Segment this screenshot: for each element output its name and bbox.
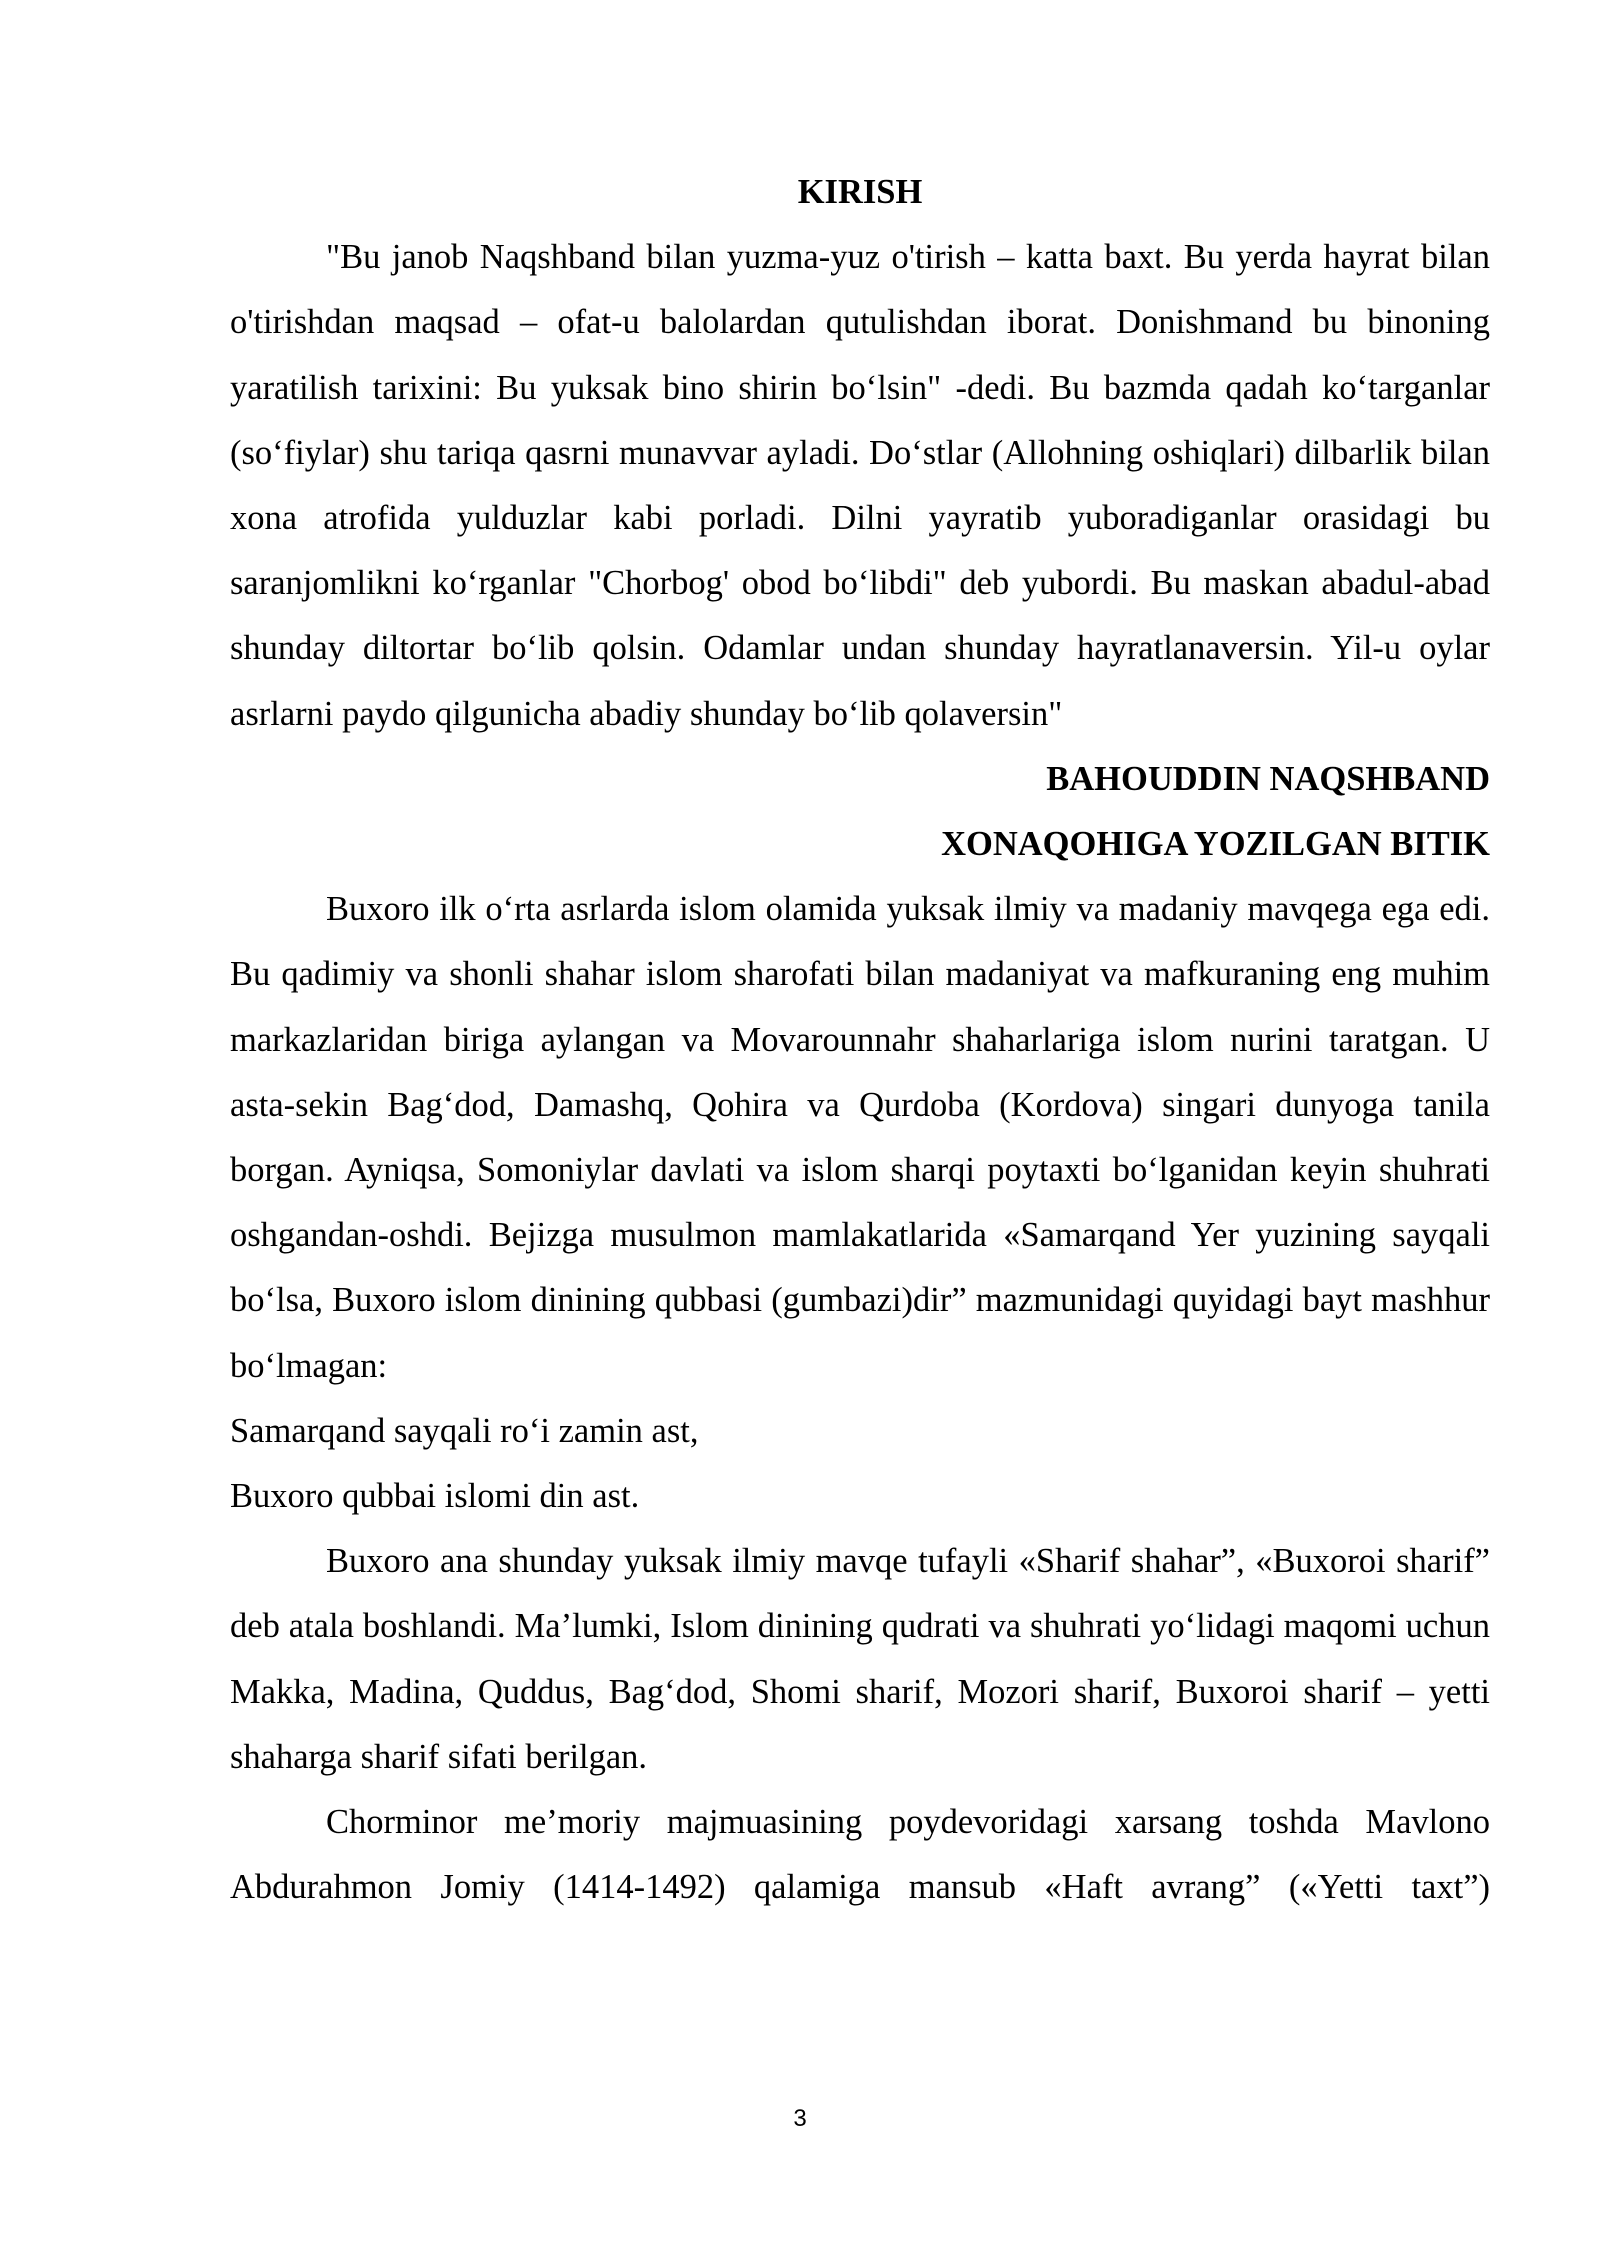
paragraph-chorminor: Chorminor me’moriy majmuasining poydevoridagi xarsang toshda Mavlono Abdurahmon Jomiy (1414-1492) qalamiga mansub «Haft avrang” («Yetti taxt”) bbox=[230, 1803, 1490, 1907]
verse-line-1: Samarqand sayqali ro‘i zamin ast, bbox=[230, 1411, 699, 1450]
paragraph-sharif: Buxoro ana shunday yuksak ilmiy mavqe tufayli «Sharif shahar”, «Buxoroi sharif” deb atala boshlandi. Ma’lumki, Islom dinining qudrati va shuhrati yo‘lidagi maqomi uchun Makka, Madina, Quddus, Bag‘dod, Shomi sharif, Mozori sharif, Buxoroi sharif – yetti shaharga sharif sifati berilgan. bbox=[230, 1542, 1490, 1776]
verse-line-2: Buxoro qubbai islomi din ast. bbox=[230, 1477, 640, 1516]
page-number: 3 bbox=[793, 2105, 807, 2132]
paragraph-bukhara: Buxoro ilk o‘rta asrlarda islom olamida yuksak ilmiy va madaniy mavqega ega edi. Bu qadimiy va shonli shahar islom sharofati bilan madaniyat va mafkuraning eng muhim markazlaridan biriga aylangan va Movarounnahr shaharlariga islom nurini taratgan. U asta-sekin Bag‘dod, Damashq, Qohira va Qurdoba (Kordova) singari dunyoga tanila borgan. Ayniqsa, Somoniylar davlati va islom sharqi poytaxti bo‘lganidan keyin shuhrati oshgandan-oshdi. Bejizga musulmon mamlakatlarida «Samarqand Yer yuzining sayqali bo‘lsa, Buxoro islom dinining qubbasi (gumbazi)dir” mazmunidagi quyidagi bayt mashhur bo‘lmagan: bbox=[230, 890, 1490, 1385]
heading-kirish: KIRISH bbox=[797, 173, 923, 211]
section-heading-line-1: BAHOUDDIN NAQSHBAND bbox=[1046, 759, 1490, 798]
paragraph-intro: "Bu janob Naqshband bilan yuzma-yuz o'tirish – katta baxt. Bu yerda hayrat bilan o'tirishdan maqsad – ofat-u balolardan qutulishdan iborat. Donishmand bu binoning yaratilish tarixini: Bu yuksak bino shirin bo‘lsin" -dedi. Bu bazmda qadah ko‘targanlar (so‘fiylar) shu tariqa qasrni munavvar ayladi. Do‘stlar (Allohning oshiqlari) dilbarlik bilan xona atrofida yulduzlar kabi porladi. Dilni yayratib yuboradiganlar orasidagi bu saranjomlikni ko‘rganlar "Chorbog' obod bo‘libdi" deb yubordi. Bu maskan abadul-abad shunday diltortar bo‘lib qolsin. Odamlar undan shunday hayratlanaversin. Yil-u oylar asrlarni paydo qilgunicha abadiy shunday bo‘lib qolaversin" bbox=[230, 238, 1490, 733]
section-heading-line-2: XONAQOHIGA YOZILGAN BITIK bbox=[941, 825, 1490, 864]
document-page bbox=[230, 160, 1490, 1920]
